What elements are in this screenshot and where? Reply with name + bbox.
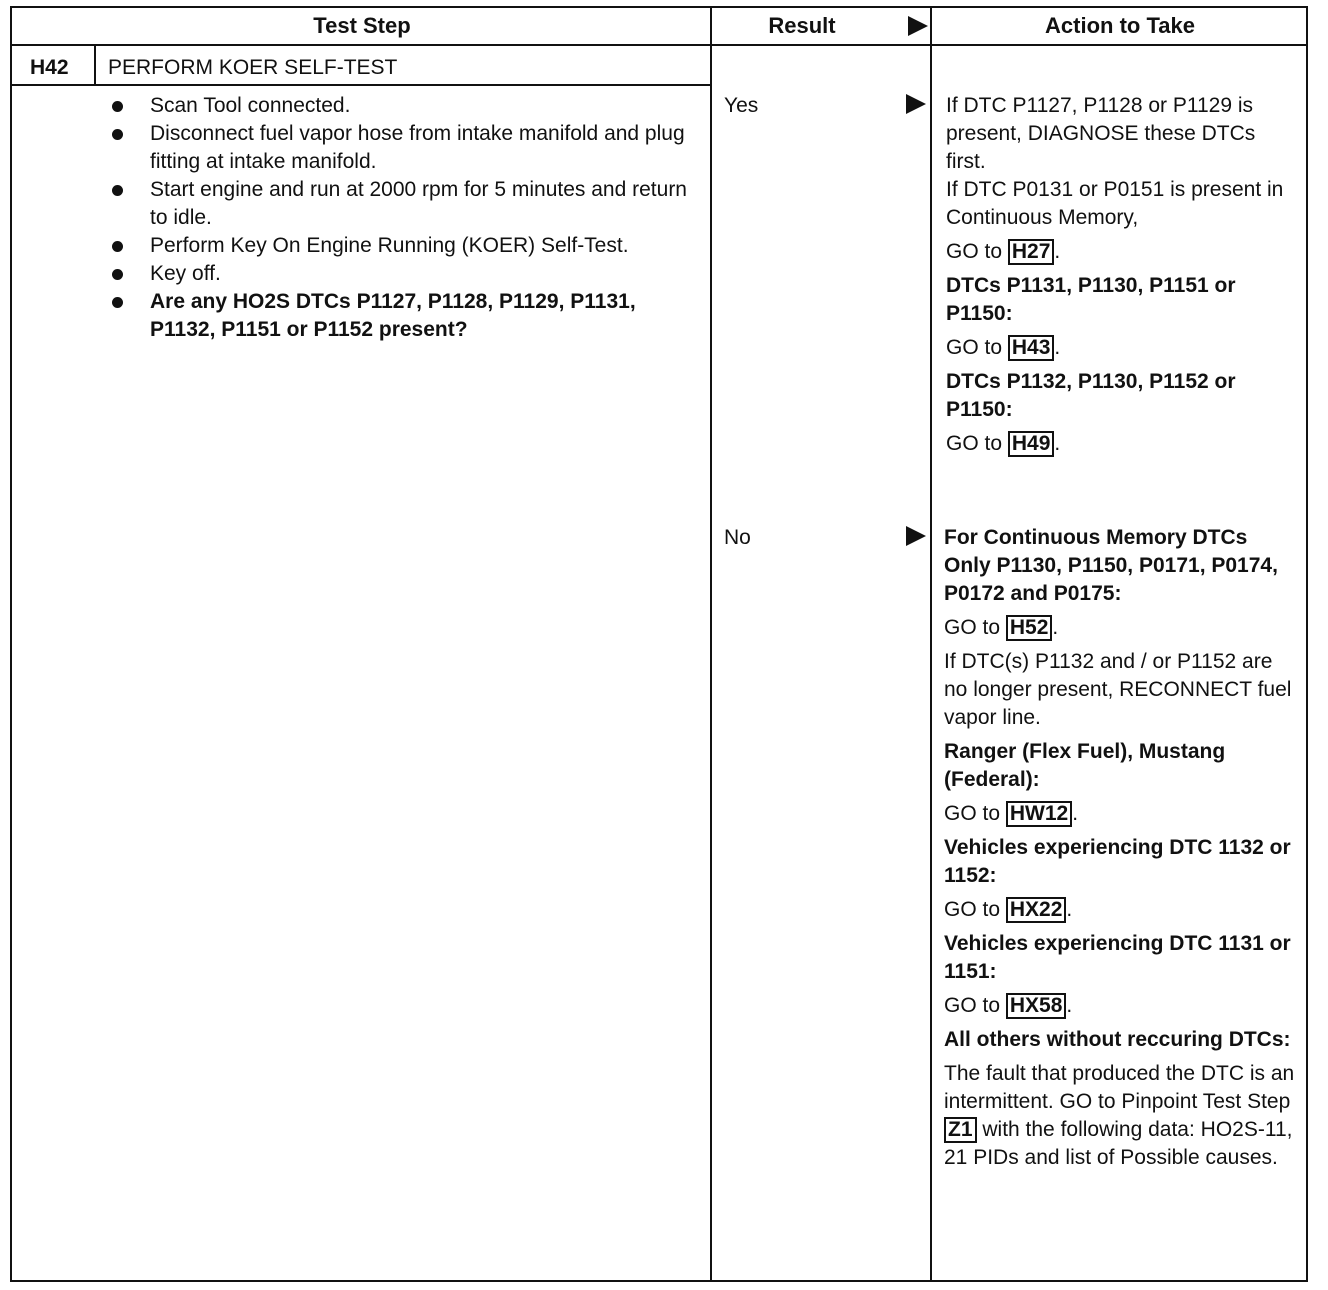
list-item: Scan Tool connected. (100, 92, 700, 120)
ref-h49[interactable]: H49 (1008, 431, 1055, 457)
ref-h43[interactable]: H43 (1008, 335, 1055, 361)
step-title-underline (12, 84, 712, 86)
no-final: The fault that produced the DTC is an intermittent. GO to Pinpoint Test Step Z1 with the following data: HO2S-11, 21 PIDs and list of Possible causes. (944, 1062, 1295, 1169)
ref-hw12[interactable]: HW12 (1006, 801, 1072, 827)
list-item: Key off. (100, 260, 700, 288)
no-arrow-icon (906, 526, 926, 546)
yes-go2: GO to H43 . (946, 336, 1061, 359)
list-item: Perform Key On Engine Running (KOER) Self-Test. (100, 232, 700, 260)
yes-go3: GO to H49 . (946, 432, 1061, 455)
yes-go1: GO to H27 . (946, 240, 1061, 263)
header-arrow-icon (908, 16, 928, 36)
no-head6: All others without reccuring DTCs: (944, 1028, 1291, 1051)
bullet-icon (112, 297, 123, 308)
bullet-icon (112, 101, 123, 112)
step-id: H42 (30, 56, 69, 79)
yes-line2: If DTC P0131 or P0151 is present in Continuous Memory, (946, 178, 1284, 229)
bullet-icon (112, 241, 123, 252)
no-head4: Vehicles experiencing DTC 1132 or 1152: (944, 836, 1291, 887)
no-go1: GO to H52 . (944, 616, 1059, 639)
action-yes (946, 92, 1298, 458)
header-result-label: Result (768, 13, 836, 38)
no-head5: Vehicles experiencing DTC 1131 or 1151: (944, 932, 1291, 983)
divider-test-result (710, 8, 712, 1282)
no-go3: GO to HW12 . (944, 802, 1079, 825)
no-go5: GO to HX58 . (944, 994, 1073, 1017)
list-item: Disconnect fuel vapor hose from intake manifold and plug fitting at intake manifold. (100, 120, 700, 176)
no-line2: If DTC(s) P1132 and / or P1152 are no longer present, RECONNECT fuel vapor line. (944, 650, 1292, 729)
divider-result-action (930, 8, 932, 1282)
action-no (944, 524, 1296, 1172)
ref-hx58[interactable]: HX58 (1006, 993, 1067, 1019)
header-result (712, 8, 932, 46)
ref-z1[interactable]: Z1 (944, 1117, 977, 1143)
header-action: Action to Take (932, 8, 1308, 46)
step-bullet-list (100, 92, 700, 344)
bullet-icon (112, 269, 123, 280)
bullet-icon (112, 185, 123, 196)
ref-hx22[interactable]: HX22 (1006, 897, 1067, 923)
bullet-icon (112, 129, 123, 140)
result-no: No (724, 526, 751, 549)
list-item: Start engine and run at 2000 rpm for 5 minutes and return to idle. (100, 176, 700, 232)
no-head3: Ranger (Flex Fuel), Mustang (Federal): (944, 740, 1226, 791)
yes-head2: DTCs P1131, P1130, P1151 or P1150: (946, 274, 1236, 325)
ref-h27[interactable]: H27 (1008, 239, 1055, 265)
yes-head3: DTCs P1132, P1130, P1152 or P1150: (946, 370, 1236, 421)
step-question: Are any HO2S DTCs P1127, P1128, P1129, P1131, P1132, P1151 or P1152 present? (100, 288, 700, 344)
no-head1: For Continuous Memory DTCs Only P1130, P1150, P0171, P0174, P0172 and P0175: (944, 526, 1278, 605)
test-step-table (10, 6, 1308, 1282)
header-test-step: Test Step (12, 8, 712, 46)
yes-arrow-icon (906, 94, 926, 114)
yes-line1: If DTC P1127, P1128 or P1129 is present, DIAGNOSE these DTCs first. (946, 94, 1256, 173)
result-yes: Yes (724, 94, 759, 117)
ref-h52[interactable]: H52 (1006, 615, 1053, 641)
divider-step-id (94, 46, 96, 86)
no-go4: GO to HX22 . (944, 898, 1073, 921)
step-title: PERFORM KOER SELF-TEST (108, 56, 398, 79)
